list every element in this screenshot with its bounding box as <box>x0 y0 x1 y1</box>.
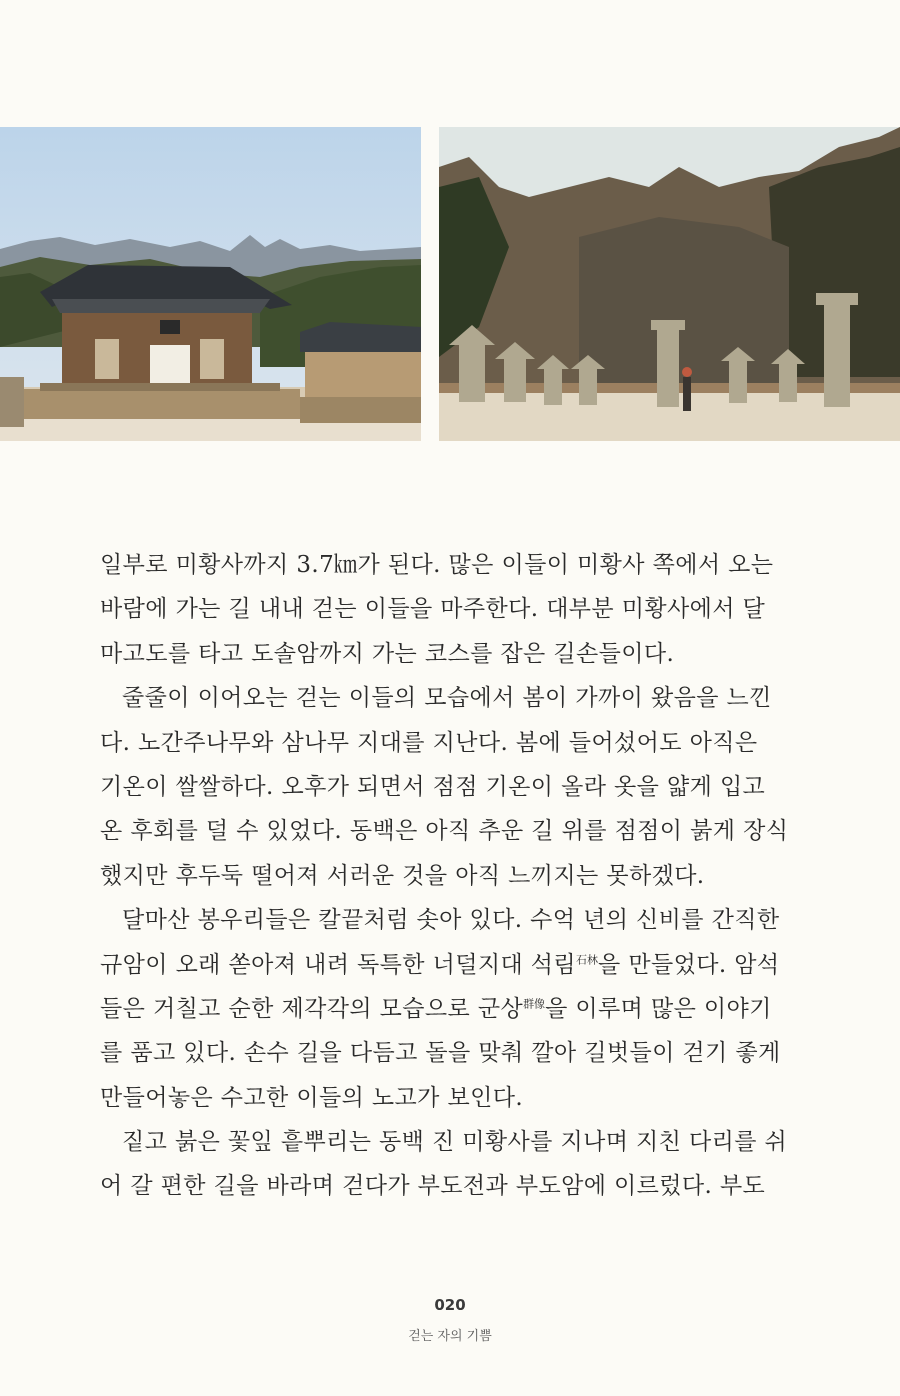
text-line: 기온이 쌀쌀하다. 오후가 되면서 점점 기온이 올라 옷을 얇게 입고 <box>100 773 766 800</box>
text-line: 짙고 붉은 꽃잎 흩뿌리는 동백 진 미황사를 지나며 지친 다리를 쉬 <box>122 1129 788 1156</box>
book-title: 걷는 자의 기쁨 <box>408 1329 492 1344</box>
text-line: 규암이 오래 쏟아져 내려 독특한 너덜지대 석림$^{石林}$을 만들었다. 암석 <box>100 951 780 978</box>
page-number: 020 <box>434 1296 466 1314</box>
text-line: 어 갈 편한 길을 바라며 걷다가 부도전과 부도암에 이르렀다. 부도 <box>100 1173 766 1200</box>
stupa-field-photo <box>439 127 900 441</box>
text-line: 바람에 가는 길 내내 걷는 이들을 마주한다. 대부분 미황사에서 달 <box>100 596 766 623</box>
text-line: 했지만 후두둑 떨어져 서러운 것을 아직 느끼지는 못하겠다. <box>100 862 705 889</box>
text-line: 다. 노간주나무와 삼나무 지대를 지난다. 봄에 들어섰어도 아직은 <box>100 729 758 756</box>
text-line: 마고도를 타고 도솔암까지 가는 코스를 잡은 길손들이다. <box>100 640 675 667</box>
body-text <box>100 543 789 1209</box>
text-line: 를 품고 있다. 손수 길을 다듬고 돌을 맞춰 깔아 길벗들이 걷기 좋게 <box>100 1040 781 1067</box>
temple-photo <box>0 127 421 441</box>
hanja-annotation: 石林 <box>576 952 599 966</box>
text-line: 줄줄이 이어오는 걷는 이들의 모습에서 봄이 가까이 왔음을 느낀 <box>122 685 772 712</box>
text-line: 온 후회를 덜 수 있었다. 동백은 아직 추운 길 위를 점점이 붉게 장식 <box>100 818 789 845</box>
text-line: 달마산 봉우리들은 칼끝처럼 솟아 있다. 수억 년의 신비를 간직한 <box>122 907 780 934</box>
text-line: 들은 거칠고 순한 제각각의 모습으로 군상$^{群像}$을 이루며 많은 이야기 <box>100 995 772 1022</box>
hanja-annotation: 群像 <box>523 997 546 1011</box>
text-line: 만들어놓은 수고한 이들의 노고가 보인다. <box>100 1084 524 1111</box>
text-line: 일부로 미황사까지 3.7㎞가 된다. 많은 이들이 미황사 쪽에서 오는 <box>100 552 774 578</box>
